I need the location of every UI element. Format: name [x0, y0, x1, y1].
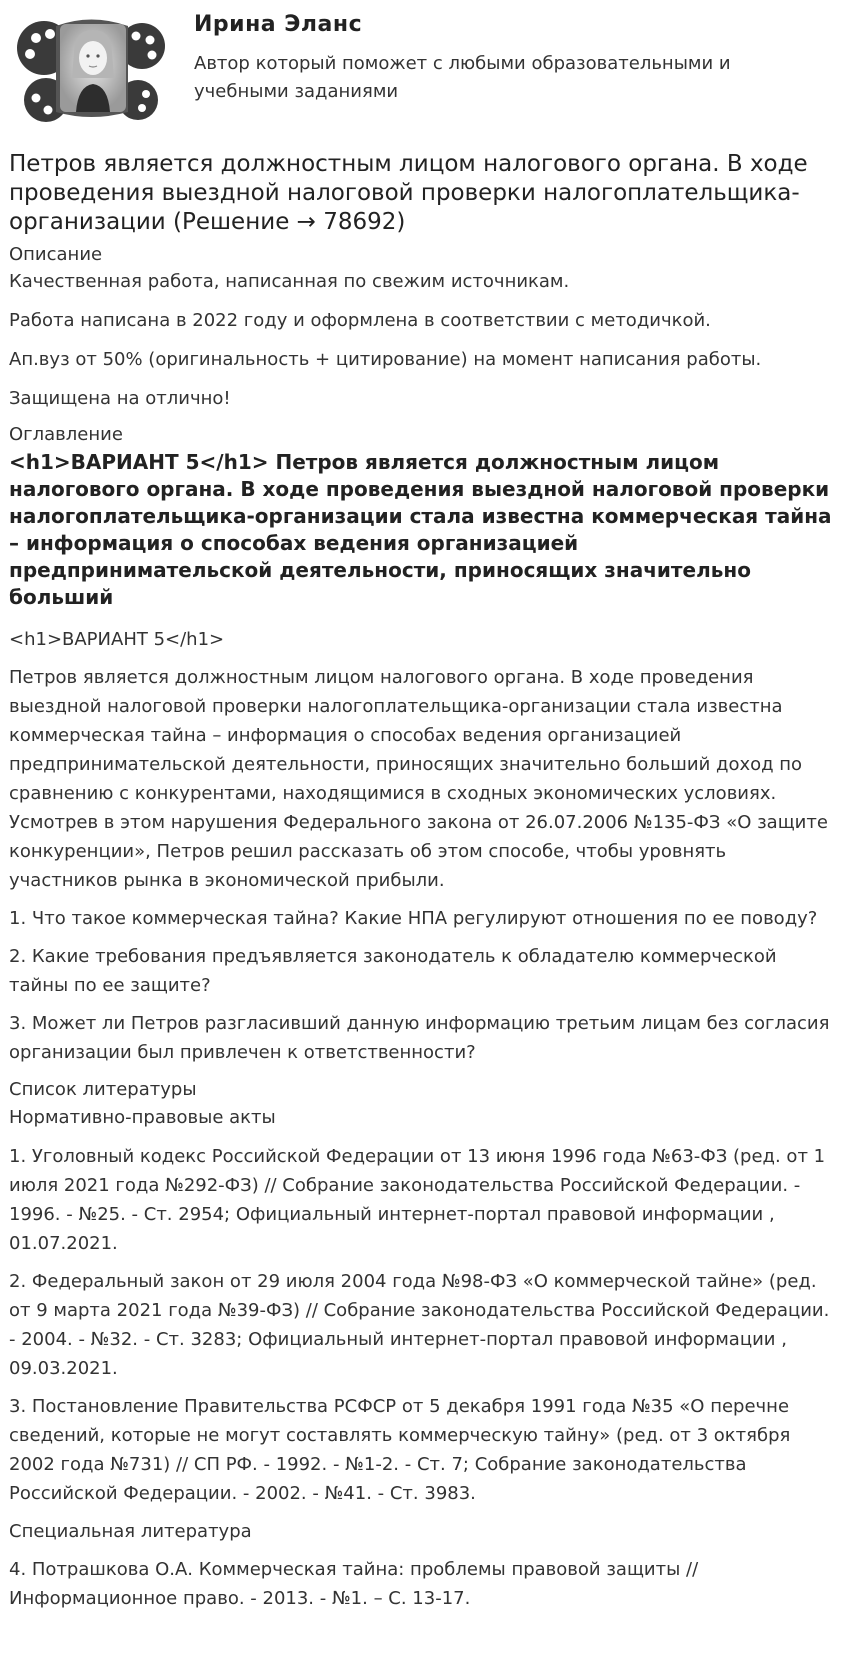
question-item: 1. Что такое коммерческая тайна? Какие НПА регулируют отношения по ее поводу? — [9, 908, 818, 929]
task-body: Петров является должностным лицом налогового органа. В ходе проведения выездной налоговой проверки налогоплательщика-организации стала известна коммерческая тайна – информация о способах ведения организацией предпринимательской деятельности, приносящих значительно больший доход по сравнению с конкурентами, находящимися в сходных экономических условиях. Усмотрев в этом нарушения Федерального закона от 26.07.2006 №135-ФЗ «О защите конкуренции», Петров решил рассказать об этом способе, чтобы уровнять участников рынка в экономической прибыли. — [9, 667, 828, 891]
literature-item: 4. Потрашкова О.А. Коммерческая тайна: проблемы правовой защиты // Информационное право. - 2013. - №1. – С. 13-17. — [9, 1559, 699, 1609]
special-literature-label: Специальная литература — [9, 1521, 252, 1542]
question-item: 2. Какие требования предъявляется законодатель к обладателю коммерческой тайны по ее защите? — [9, 946, 777, 996]
toc-heading: <h1>ВАРИАНТ 5</h1> Петров является должностным лицом налогового органа. В ходе проведения выездной налоговой проверки налогоплательщика-организации стала известна коммерческая тайна – информация о способах ведения организацией предпринимательской деятельности, приносящих значительно больший — [9, 450, 832, 609]
description-label: Описание — [9, 244, 103, 265]
literature-item: 3. Постановление Правительства РСФСР от 5 декабря 1991 года №35 «О перечне сведений, которые не могут составлять коммерческую тайну» (ред. от 3 октября 2002 года №731) // СП РФ. - 1992. - №1-2. - Ст. 7; Собрание законодательства Российской Федерации. - 2002. - №41. - Ст. 3983. — [9, 1396, 791, 1504]
toc-section — [9, 423, 838, 1067]
literature-item: 2. Федеральный закон от 29 июля 2004 года №98-ФЗ «О коммерческой тайне» (ред. от 9 марта 2021 года №39-ФЗ) // Собрание законодательства Российской Федерации. - 2004. - №32. - Ст. 3283; Официальный интернет-портал правовой информации , 09.03.2021. — [9, 1271, 830, 1379]
description-paragraph: Ап.вуз от 50% (оригинальность + цитирование) на момент написания работы. — [9, 349, 762, 370]
author-avatar[interactable] — [16, 8, 166, 126]
variant-line: <h1>ВАРИАНТ 5</h1> — [9, 629, 225, 650]
literature-item: 1. Уголовный кодекс Российской Федерации от 13 июня 1996 года №63-ФЗ (ред. от 1 июля 2021 года №292-ФЗ) // Собрание законодательства Российской Федерации. - 1996. - №25. - Ст. 2954; Официальный интернет-портал правовой информации , 01.07.2021. — [9, 1146, 826, 1254]
author-card — [9, 0, 838, 136]
description-paragraph: Качественная работа, написанная по свежим источникам. — [9, 271, 570, 292]
legal-acts-label: Нормативно-правовые акты — [9, 1107, 276, 1128]
toc-label: Оглавление — [9, 424, 123, 445]
description-paragraph: Защищена на отлично! — [9, 388, 231, 409]
author-name[interactable]: Ирина Эланс — [194, 12, 363, 37]
description-paragraph: Работа написана в 2022 году и оформлена в соответствии с методичкой. — [9, 310, 711, 331]
description-section — [9, 243, 838, 413]
person-silhouette — [72, 30, 114, 112]
document-title: Петров является должностным лицом налогового органа. В ходе проведения выездной налоговой проверки налогоплательщика-организации (Решение → 78692) — [9, 151, 808, 235]
author-description: Автор который поможет с любыми образовательными и учебными заданиями — [194, 53, 731, 102]
literature-label: Список литературы — [9, 1079, 197, 1100]
question-item: 3. Может ли Петров разгласивший данную информацию третьим лицам без согласия организации был привлечен к ответственности? — [9, 1013, 830, 1063]
literature-section — [9, 1076, 838, 1613]
